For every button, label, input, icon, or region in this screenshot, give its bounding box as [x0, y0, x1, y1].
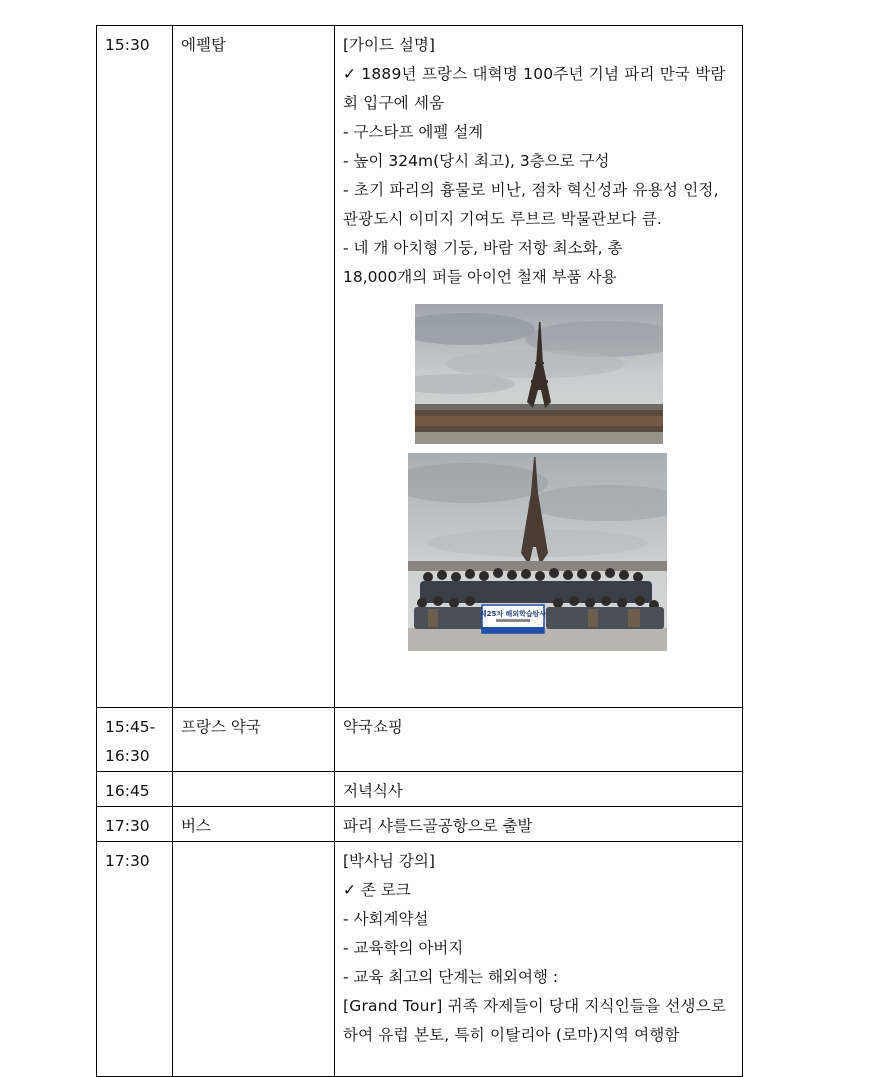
banner-text: 제25차 해외학습탐사 — [479, 610, 547, 618]
time-cell: 15:45- 16:30 — [97, 708, 173, 772]
place-cell — [173, 772, 335, 807]
place-cell: 프랑스 약국 — [173, 708, 335, 772]
time-cell: 15:30 — [97, 26, 173, 708]
content-cell: 약국쇼핑 — [335, 708, 743, 772]
bullet-line: - 초기 파리의 흉물로 비난, 점차 혁신성과 유용성 인정, 관광도시 이미지 기여도 루브르 박물관보다 큼. — [343, 181, 719, 228]
bullet-line: ✓ 1889년 프랑스 대혁명 100주년 기념 파리 만국 박람회 입구에 세움 — [343, 65, 726, 112]
eiffel-tower-photo — [415, 304, 663, 444]
table-row — [97, 807, 743, 842]
bullet-line: - 네 개 아치형 기둥, 바람 저항 최소화, 총 — [343, 239, 623, 257]
section-heading: [박사님 강의] — [343, 852, 435, 870]
content-cell: 파리 샤를드골공항으로 출발 — [335, 807, 743, 842]
place-cell — [173, 842, 335, 1077]
table-row — [97, 842, 743, 1077]
bullet-line: - 교육 최고의 단계는 해외여행 : — [343, 968, 559, 986]
bullet-line: - 교육학의 아버지 — [343, 939, 464, 957]
bullet-line: [Grand Tour] 귀족 자제들이 당대 지식인들을 선생으로 하여 유럽 본토, 특히 이탈리아 (로마)지역 여행함 — [343, 997, 727, 1044]
bullet-line: ✓ 존 로크 — [343, 881, 411, 899]
content-cell — [335, 842, 743, 1077]
group-photo — [408, 453, 667, 651]
bullet-line: - 사회계약설 — [343, 910, 429, 928]
time-cell: 16:45 — [97, 772, 173, 807]
table-row — [97, 772, 743, 807]
bullet-line: - 높이 324m(당시 최고), 3층으로 구성 — [343, 152, 610, 170]
content-cell: 저녁식사 — [335, 772, 743, 807]
time-cell: 17:30 — [97, 842, 173, 1077]
time-cell: 17:30 — [97, 807, 173, 842]
schedule-table — [96, 25, 743, 1077]
table-row — [97, 708, 743, 772]
bullet-line: - 구스타프 에펠 설계 — [343, 123, 484, 141]
place-cell: 버스 — [173, 807, 335, 842]
table-row — [97, 26, 743, 708]
content-cell — [335, 26, 743, 708]
bullet-line: 18,000개의 퍼들 아이언 철재 부품 사용 — [343, 268, 617, 286]
section-heading: [가이드 설명] — [343, 36, 435, 54]
place-cell: 에펠탑 — [173, 26, 335, 708]
